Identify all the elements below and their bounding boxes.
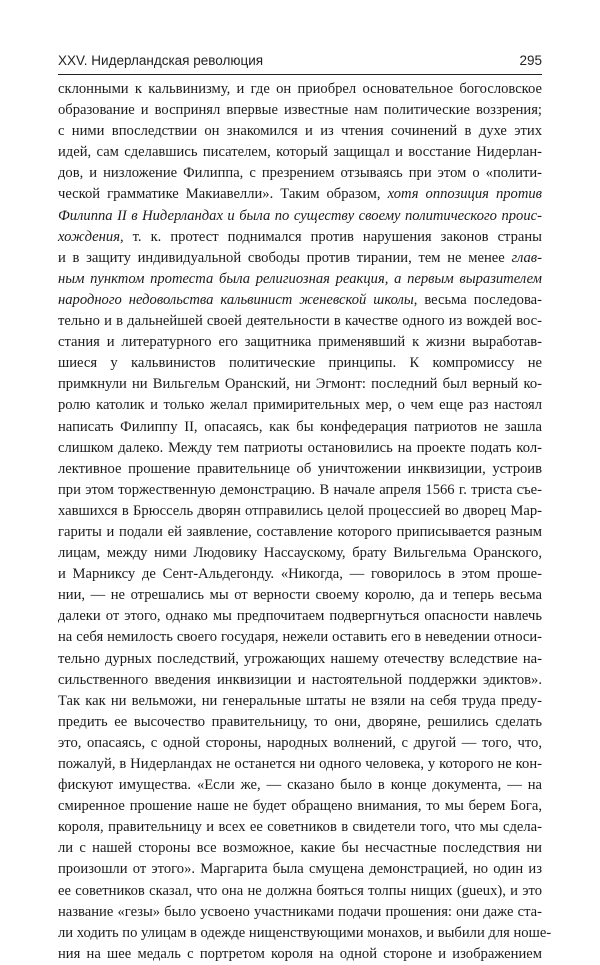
text-line [58, 121, 542, 142]
text-line [58, 374, 542, 395]
text-segment: нии, — не отрешались мы от верности своему королю, да и теперь весьма [58, 587, 542, 604]
text-segment: ролю католик и только желал примирительных мер, о чем еще раз настоял [58, 397, 542, 414]
text-line [58, 649, 542, 670]
text-line [58, 438, 542, 459]
text-segment: ее советников сказал, что она не должна бояться толпы нищих (gueux), и это [58, 882, 542, 899]
text-line [58, 606, 542, 627]
text-line [58, 944, 542, 965]
text-segment: и в защиту индивидуальной свободы против тирании, тем не менее [58, 249, 512, 266]
text-line [58, 459, 542, 480]
text-segment: с ними впоследствии он знакомился и из чтения сочинений в духе этих [58, 123, 542, 140]
text-segment: примкнули ни Вильгельм Оранский, ни Эгмонт: последний был верный ко- [58, 376, 542, 393]
text-line [58, 881, 542, 902]
text-segment: и Марниксу де Сент-Альдегонду. «Никогда, — говорилось в этом проше- [58, 566, 542, 583]
text-line [58, 838, 542, 859]
text-line [58, 543, 542, 564]
text-line [58, 817, 542, 838]
text-line [58, 480, 542, 501]
text-segment: ческой грамматике Макиавелли». Таким образом, [58, 186, 388, 203]
text-segment: пожалуй, в Нидерландах не останется ни одного человека, у которого не кон- [58, 756, 542, 772]
text-segment: ли с нашей стороны все возможное, какие бы несчастные последствия ни [58, 840, 542, 857]
text-segment: короля, правительницу и всех ее советников в свидетели того, что мы сдела- [58, 819, 542, 836]
running-header [58, 48, 542, 75]
text-segment: название «гезы» было усвоено участниками подачи прошения: они даже ста- [58, 903, 542, 920]
text-segment: дов, и низложение Филиппа, с презрением отзываясь при этом о «полити- [58, 165, 542, 182]
text-line [58, 923, 552, 944]
text-segment: хавшихся в Брюссель дворян отправились целой процессией во дворец Мар- [58, 502, 542, 519]
text-segment: склонными к кальвинизму, и где он приобрел основательное богословское [58, 81, 542, 97]
text-line [58, 227, 542, 248]
text-line [58, 79, 542, 100]
text-segment: при этом торжественную демонстрацию. В начале апреля 1566 г. триста съе- [58, 481, 542, 498]
italic-text: хождения [58, 228, 120, 245]
italic-text: народного недовольства кальвинист женевской школы [58, 291, 414, 308]
text-line [58, 290, 542, 311]
text-line [58, 206, 542, 227]
text-line [58, 775, 542, 796]
text-segment: на себя немилость своего государя, нежели оставить его в неведении относи- [58, 629, 542, 646]
text-segment: лективное прошение правительнице об уничтожении инквизиции, устроив [58, 460, 542, 477]
text-segment: , т. к. протест поднимался против нарушения законов страны [119, 228, 542, 245]
text-line [58, 332, 542, 353]
text-segment: предить ее высочество правительницу, то они, дворяне, решились сделать [58, 713, 542, 730]
text-line [58, 796, 542, 817]
text-segment: тельно дурных последствий, угрожающих нашему отечеству вследствие на- [58, 650, 542, 667]
text-segment: Так как ни вельможи, ни генеральные штаты не взяли на себя труда преду- [58, 692, 542, 709]
text-segment: ния на шее медаль с портретом короля на одной стороне и изображением [58, 945, 542, 962]
text-line [58, 269, 542, 290]
page-number: 295 [519, 53, 542, 68]
text-line [58, 859, 542, 880]
text-line [58, 902, 542, 923]
italic-text: глав- [511, 249, 542, 266]
text-segment: далеки от этого, однако мы предпочитаем подвергнуться опасности навлечь [58, 608, 542, 625]
italic-text: Филиппа II в Нидерландах и была по существу своему политического проис- [58, 207, 542, 224]
italic-text: ным пунктом протеста была религиозная реакция, а первым выразителем [58, 270, 542, 287]
text-line [58, 163, 542, 184]
text-segment: сильственного введения инквизиции и настоятельной поддержки эдиктов». [58, 671, 542, 688]
text-line [58, 691, 542, 712]
text-line [58, 395, 542, 416]
text-segment: , весьма последова- [413, 291, 542, 308]
text-line [58, 417, 542, 438]
text-line [58, 100, 542, 121]
text-segment: шиеся у кальвинистов политические принципы. К компромиссу не [58, 355, 542, 372]
text-segment: стания и литературного его защитника применявший к жизни выработав- [58, 334, 542, 351]
text-line [58, 670, 542, 691]
text-segment: слишком далеко. Между тем патриоты остановились на проекте подать кол- [58, 439, 542, 456]
text-line [58, 353, 542, 374]
text-segment: лицам, между ними Людовику Нассаускому, брату Вильгельма Оранского, [58, 545, 542, 562]
text-line [58, 627, 542, 648]
running-title: XXV. Нидерландская революция [58, 53, 264, 68]
text-line [58, 733, 542, 754]
text-line [58, 248, 542, 269]
text-segment: смиренное прошение наше не будет обращено внимания, то мы берем Бога, [58, 798, 542, 815]
text-line [58, 311, 542, 332]
text-line [58, 564, 542, 585]
text-line [58, 501, 542, 522]
text-line [58, 522, 542, 543]
text-segment: тельно и в дальнейшей своей деятельности в качестве одного из вождей вос- [58, 313, 542, 330]
text-segment: произошли от этого». Маргарита была смущена демонстрацией, но один из [58, 861, 542, 878]
body-text [58, 79, 552, 965]
text-line [58, 712, 542, 733]
italic-text: хотя оппозиция против [387, 186, 542, 203]
text-line [58, 142, 542, 163]
text-segment: идей, сам сделавшись писателем, который защищал и восстание Нидерлан- [58, 144, 542, 161]
text-line [58, 754, 542, 775]
text-segment: гариты и подали ей заявление, составление которого приписывается разным [58, 523, 542, 540]
text-segment: это, опасаясь, с одной стороны, народных волнений, с другой — того, что, [58, 734, 542, 751]
text-segment: написать Филиппу II, опасаясь, как бы конфедерация патриотов не зашла [58, 418, 542, 435]
text-segment: образование и воспринял впервые известные нам политические воззрения; [58, 102, 542, 119]
text-line [58, 585, 542, 606]
text-line [58, 184, 542, 205]
text-segment: ли ходить по улицам в одежде нищенствующими монахов, и выбили для ноше- [58, 924, 552, 941]
text-segment: фискуют имущества. «Если же, — сказано было в конце документа, — на [58, 777, 542, 794]
